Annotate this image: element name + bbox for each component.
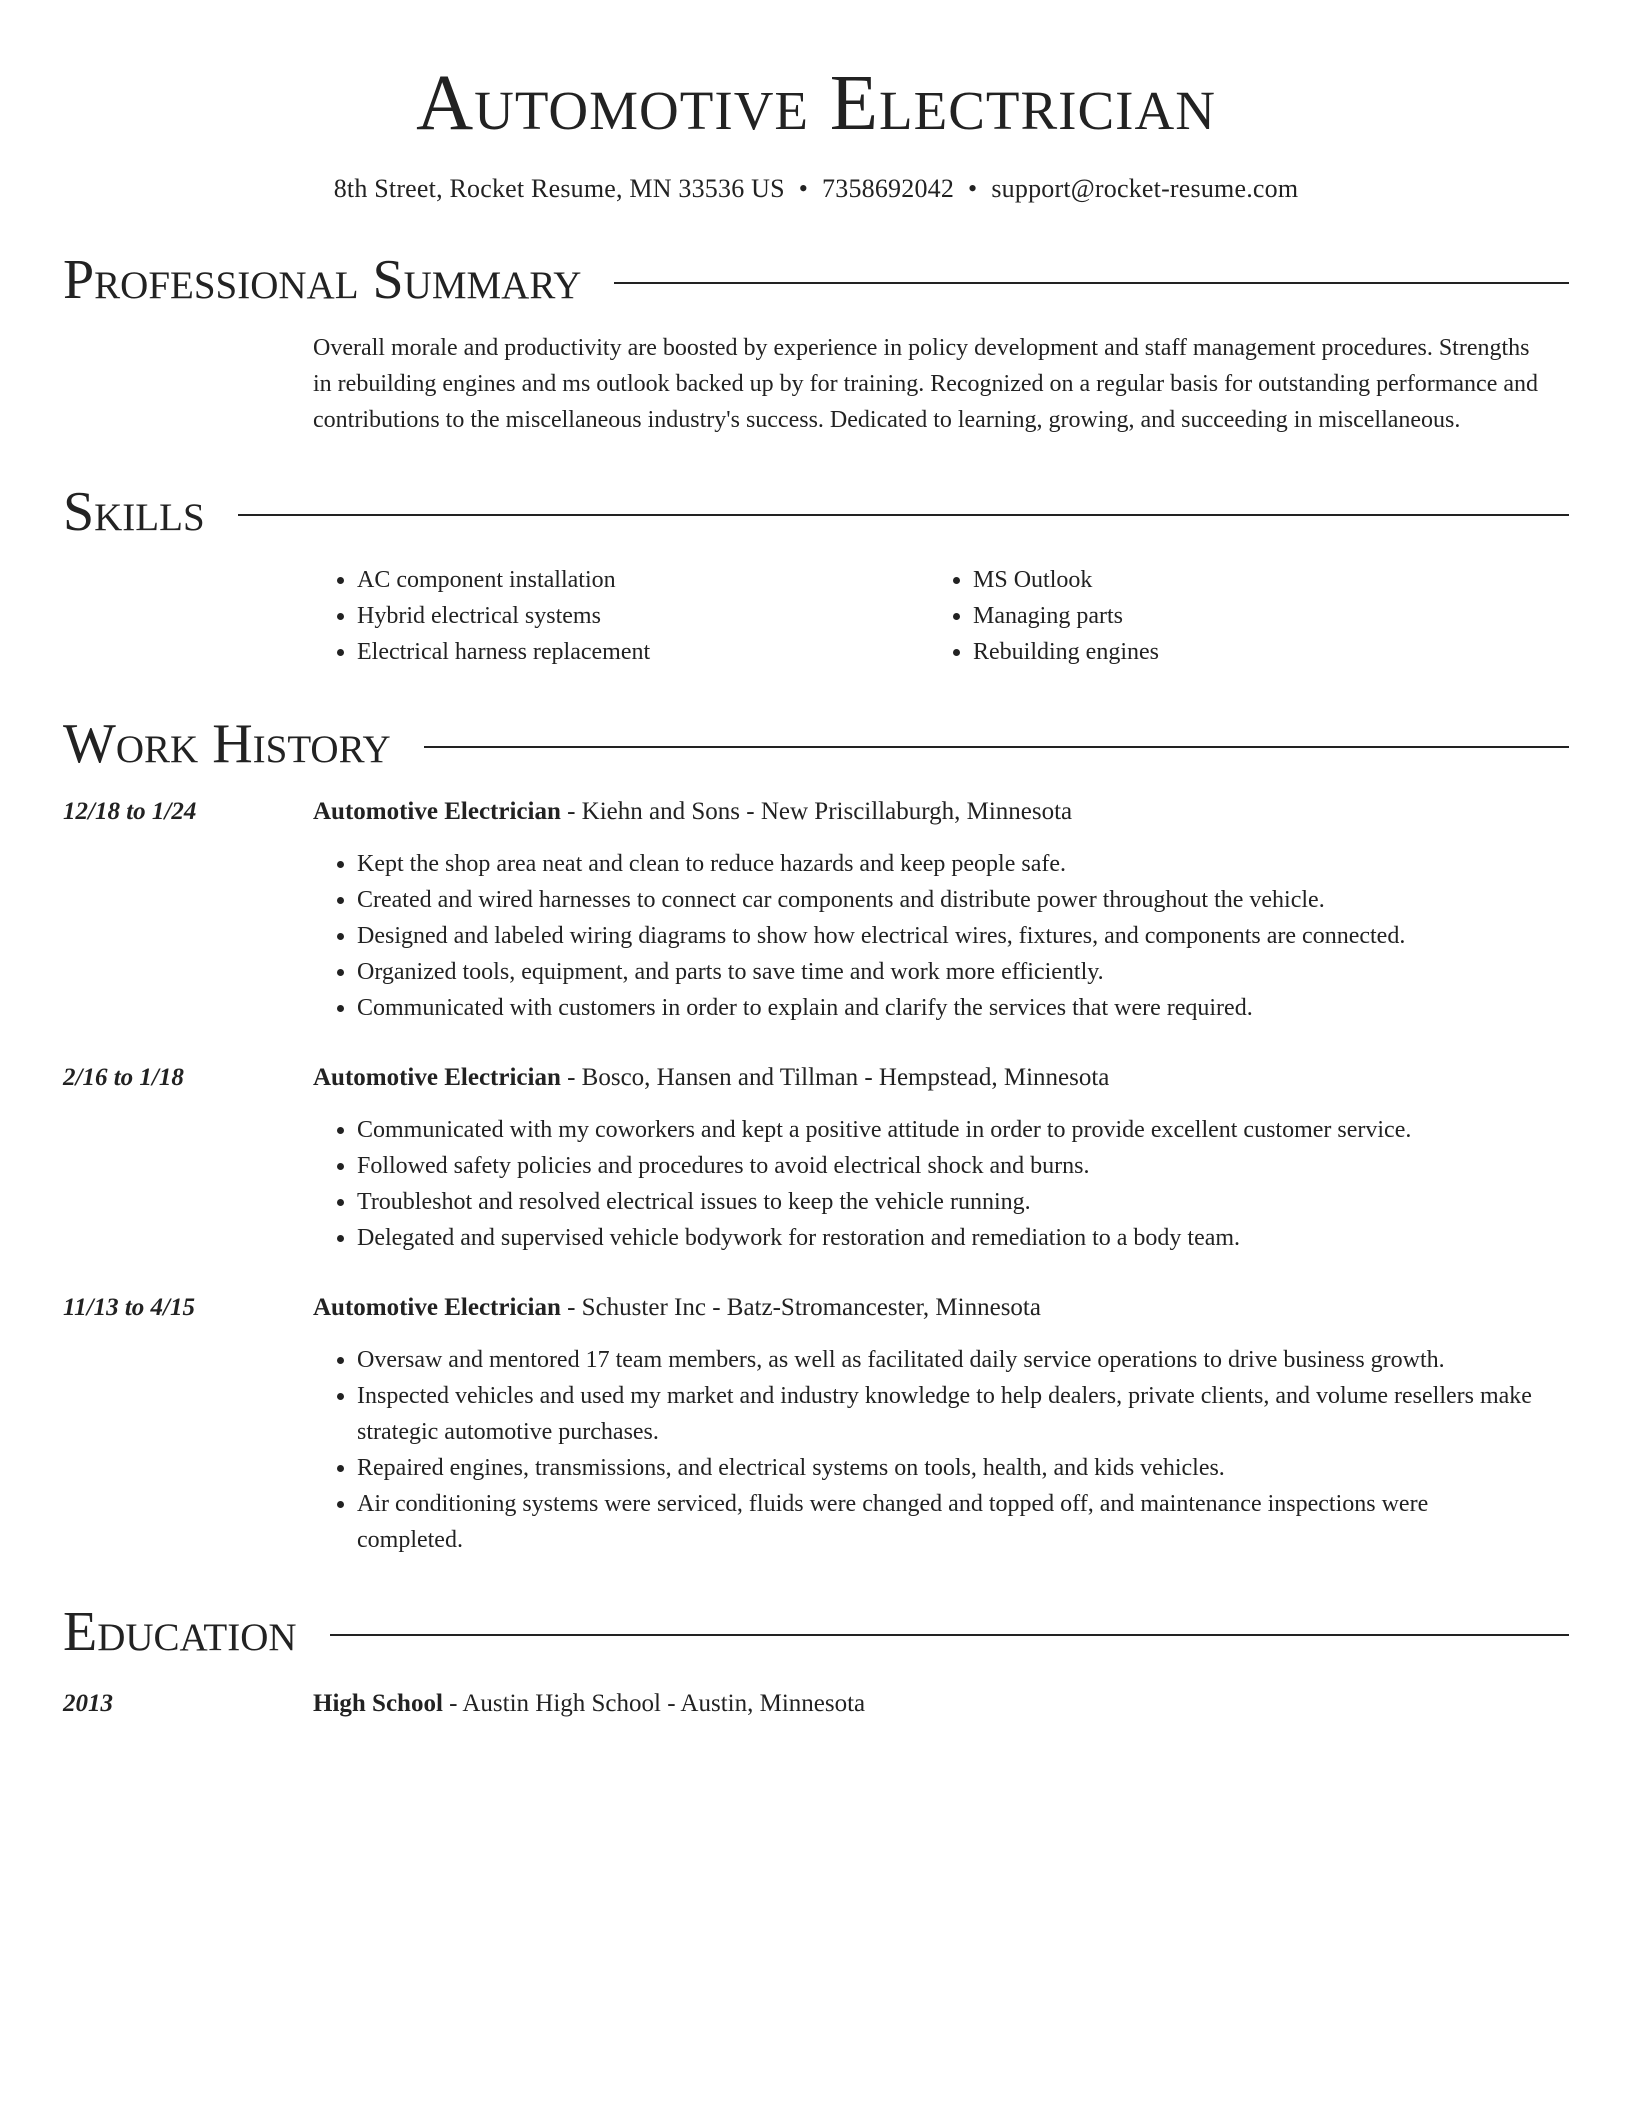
contact-email: support@rocket-resume.com [991, 174, 1299, 203]
job-bullet: • Troubleshot and resolved electrical issues to keep the vehicle running. [357, 1184, 1569, 1220]
education-degree: High School [313, 1690, 443, 1717]
skill-item: • AC component installation [357, 562, 929, 598]
job-header-row [63, 1060, 1569, 1256]
job-header-row [63, 794, 1569, 1026]
job-bullet: • Communicated with my coworkers and kept a positive attitude in order to provide excellent customer service. [357, 1112, 1569, 1148]
skills-section-header [63, 482, 1569, 542]
summary-section-header [63, 250, 1569, 310]
job-bullets [313, 846, 1569, 1026]
job-bullet: • Organized tools, equipment, and parts to save time and work more efficiently. [357, 954, 1569, 990]
education-line [313, 1686, 1569, 1722]
summary-row [63, 310, 1569, 438]
section-divider [330, 1634, 1569, 1636]
job-bullet: • Oversaw and mentored 17 team members, as well as facilitated daily service operations to drive business growth. [357, 1342, 1569, 1378]
skills-list [313, 562, 1569, 670]
education-school-location: - Austin High School - Austin, Minnesota [442, 1690, 866, 1717]
skills-left-spacer [63, 542, 313, 670]
job-company-location: - Kiehn and Sons - New Priscillaburgh, Minnesota [560, 798, 1073, 825]
contact-separator: • [798, 174, 809, 203]
job-bullets [313, 1342, 1569, 1558]
contact-phone: 7358692042 [822, 174, 955, 203]
skill-item: • Rebuilding engines [973, 634, 1545, 670]
contact-line [63, 172, 1569, 206]
summary-text: Overall morale and productivity are boosted by experience in policy development and staff management procedures. Strengths in rebuilding engines and ms outlook backed up by for training. Recognized on a regular basis for outstanding performance and contributions to the miscellaneous industry's success. Dedicated to learning, growing, and succeeding in miscellaneous. [313, 335, 1538, 433]
job-main [313, 794, 1569, 1026]
skill-item: • MS Outlook [973, 562, 1545, 598]
summary-section-title: Professional Summary [63, 249, 582, 311]
education-year: 2013 [63, 1690, 113, 1717]
summary-left-spacer [63, 310, 313, 438]
contact-address: 8th Street, Rocket Resume, MN 33536 US [333, 174, 785, 203]
job-bullet: • Kept the shop area neat and clean to reduce hazards and keep people safe. [357, 846, 1569, 882]
job-main [313, 1290, 1569, 1558]
skill-item: • Managing parts [973, 598, 1545, 634]
job-main [313, 1060, 1569, 1256]
work-section-title: Work History [63, 713, 391, 775]
job-dates: 12/18 to 1/24 [63, 798, 197, 825]
skills-column-right [929, 562, 1545, 670]
job-company-location: - Bosco, Hansen and Tillman - Hempstead, Minnesota [560, 1064, 1110, 1091]
job-entry [63, 794, 1569, 1026]
work-section-header [63, 714, 1569, 774]
skills-row [63, 542, 1569, 670]
section-divider [424, 746, 1569, 748]
education-entry [63, 1686, 1569, 1722]
job-company-location: - Schuster Inc - Batz-Stromancester, Minnesota [560, 1294, 1041, 1321]
job-role: Automotive Electrician [313, 1064, 561, 1091]
job-dates: 11/13 to 4/15 [63, 1294, 195, 1321]
job-spacer [63, 1026, 1569, 1040]
skills-column-left [313, 562, 929, 670]
job-bullet: • Communicated with customers in order to explain and clarify the services that were required. [357, 990, 1569, 1026]
job-spacer [63, 1256, 1569, 1270]
section-divider [238, 514, 1569, 516]
job-bullet: • Air conditioning systems were serviced, fluids were changed and topped off, and maintenance inspections were completed. [357, 1486, 1569, 1558]
job-header-row [63, 1290, 1569, 1558]
job-title-line [313, 1290, 1569, 1326]
skill-item: • Electrical harness replacement [357, 634, 929, 670]
job-dates: 2/16 to 1/18 [63, 1064, 184, 1091]
skills-section-title: Skills [63, 481, 205, 543]
job-bullet: • Repaired engines, transmissions, and electrical systems on tools, health, and kids vehicles. [357, 1450, 1569, 1486]
skill-item: • Hybrid electrical systems [357, 598, 929, 634]
job-bullet: • Created and wired harnesses to connect car components and distribute power throughout the vehicle. [357, 882, 1569, 918]
education-section-header [63, 1602, 1569, 1662]
job-entry [63, 1290, 1569, 1558]
job-bullet: • Delegated and supervised vehicle bodywork for restoration and remediation to a body team. [357, 1220, 1569, 1256]
education-section-title: Education [63, 1601, 297, 1663]
job-bullet: • Designed and labeled wiring diagrams to show how electrical wires, fixtures, and components are connected. [357, 918, 1569, 954]
job-bullets [313, 1112, 1569, 1256]
job-title-line [313, 1060, 1569, 1096]
resume-name: Automotive Electrician [416, 60, 1216, 147]
contact-separator: • [968, 174, 978, 203]
section-divider [614, 282, 1569, 284]
job-role: Automotive Electrician [313, 798, 561, 825]
job-role: Automotive Electrician [313, 1294, 561, 1321]
job-entry [63, 1060, 1569, 1256]
job-bullet: • Followed safety policies and procedures to avoid electrical shock and burns. [357, 1148, 1569, 1184]
job-bullet: • Inspected vehicles and used my market and industry knowledge to help dealers, private clients, and volume resellers make strategic automotive purchases. [357, 1378, 1569, 1450]
job-title-line [313, 794, 1569, 830]
